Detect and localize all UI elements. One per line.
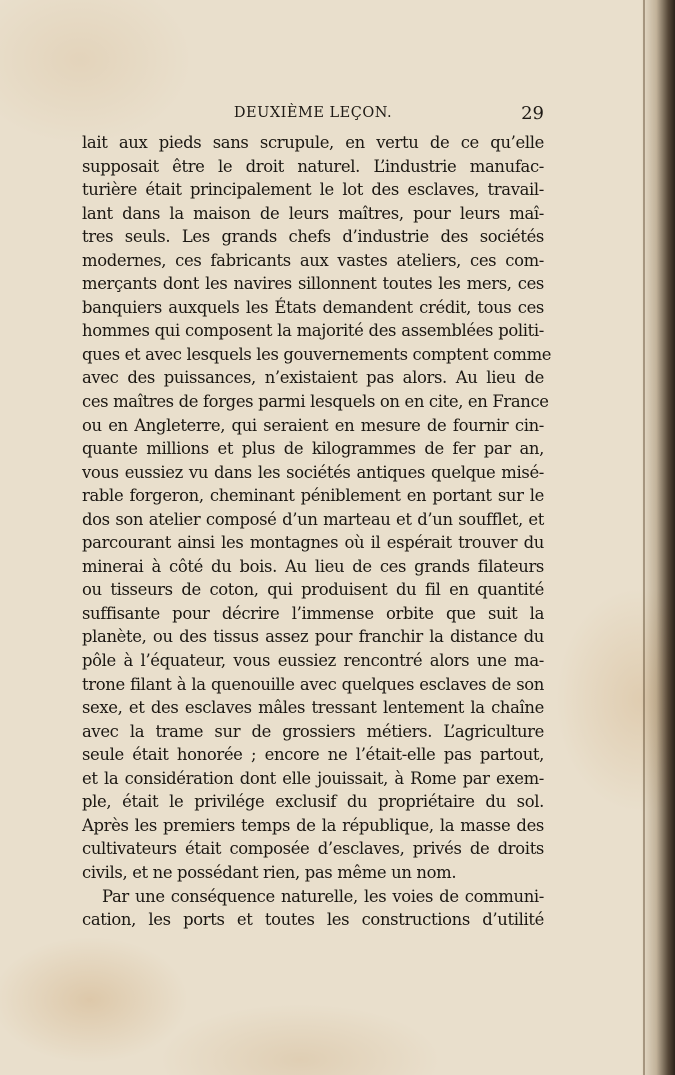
text-line: ou en Angleterre, qui seraient en mesure de fournir cin- bbox=[82, 415, 544, 435]
running-header bbox=[82, 103, 544, 127]
text-line: parcourant ainsi les montagnes où il espérait trouver du bbox=[82, 533, 544, 553]
text-line: hommes qui composent la majorité des assemblées politi- bbox=[82, 321, 544, 341]
text-line: merçants dont les navires sillonnent toutes les mers, ces bbox=[82, 274, 544, 294]
paragraph-end-line: civils, et ne possédant rien, pas même un nom. bbox=[82, 862, 457, 882]
text-line: sexe, et des esclaves mâles tressant lentement la chaîne bbox=[82, 698, 544, 718]
text-line: trone filant à la quenouille avec quelques esclaves de son bbox=[82, 674, 544, 694]
paragraph-start-line: Par une conséquence naturelle, les voies de communi- bbox=[102, 886, 544, 906]
text-line: lait aux pieds sans scrupule, en vertu de ce qu’elle bbox=[82, 133, 544, 152]
text-line: ou tisseurs de coton, qui produisent du fil en quantité bbox=[82, 580, 544, 600]
text-line: Après les premiers temps de la république, la masse des bbox=[82, 815, 544, 835]
running-title: DEUXIÈME LEÇON. bbox=[233, 105, 393, 121]
text-line: cultivateurs était composée d’esclaves, privés de droits bbox=[82, 839, 544, 859]
body-text bbox=[82, 131, 552, 932]
text-line: ces maîtres de forges parmi lesquels on en cite, en France bbox=[82, 392, 549, 412]
text-line: tres seuls. Les grands chefs d’industrie des sociétés bbox=[82, 227, 544, 247]
text-line: rable forgeron, cheminant péniblement en portant sur le bbox=[82, 486, 544, 506]
text-line: dos son atelier composé d’un marteau et d’un soufflet, et bbox=[82, 509, 544, 529]
text-line: banquiers auxquels les États demandent crédit, tous ces bbox=[82, 297, 544, 317]
text-line: lant dans la maison de leurs maîtres, pour leurs maî- bbox=[82, 203, 544, 223]
text-line: ple, était le privilége exclusif du propriétaire du sol. bbox=[82, 792, 544, 812]
text-line: turière était principalement le lot des esclaves, travail- bbox=[82, 180, 544, 200]
text-line: cation, les ports et toutes les constructions d’utilité bbox=[82, 910, 544, 930]
text-line: minerai à côté du bois. Au lieu de ces grands filateurs bbox=[82, 556, 544, 576]
text-line: vous eussiez vu dans les sociétés antiques quelque misé- bbox=[82, 462, 544, 482]
text-line: pôle à l’équateur, vous eussiez rencontré alors une ma- bbox=[82, 651, 544, 671]
page-edge bbox=[643, 0, 645, 1075]
page-number: 29 bbox=[521, 103, 544, 124]
text-line: seule était honorée ; encore ne l’était-elle pas partout, bbox=[82, 745, 544, 765]
text-line: avec des puissances, n’existaient pas alors. Au lieu de bbox=[82, 368, 544, 388]
text-line: et la considération dont elle jouissait, à Rome par exem- bbox=[82, 768, 544, 788]
text-line: planète, ou des tissus assez pour franchir la distance du bbox=[82, 627, 544, 647]
text-line: modernes, ces fabricants aux vastes ateliers, ces com- bbox=[82, 250, 544, 270]
text-line: supposait être le droit naturel. L’industrie manufac- bbox=[82, 156, 544, 176]
text-line: suffisante pour décrire l’immense orbite que suit la bbox=[82, 603, 544, 623]
page-spine-shadow bbox=[641, 0, 675, 1075]
text-line: ques et avec lesquels les gouvernements comptent comme bbox=[82, 344, 552, 364]
text-line: quante millions et plus de kilogrammes de fer par an, bbox=[82, 439, 544, 459]
text-line: avec la trame sur de grossiers métiers. L’agriculture bbox=[82, 721, 544, 741]
